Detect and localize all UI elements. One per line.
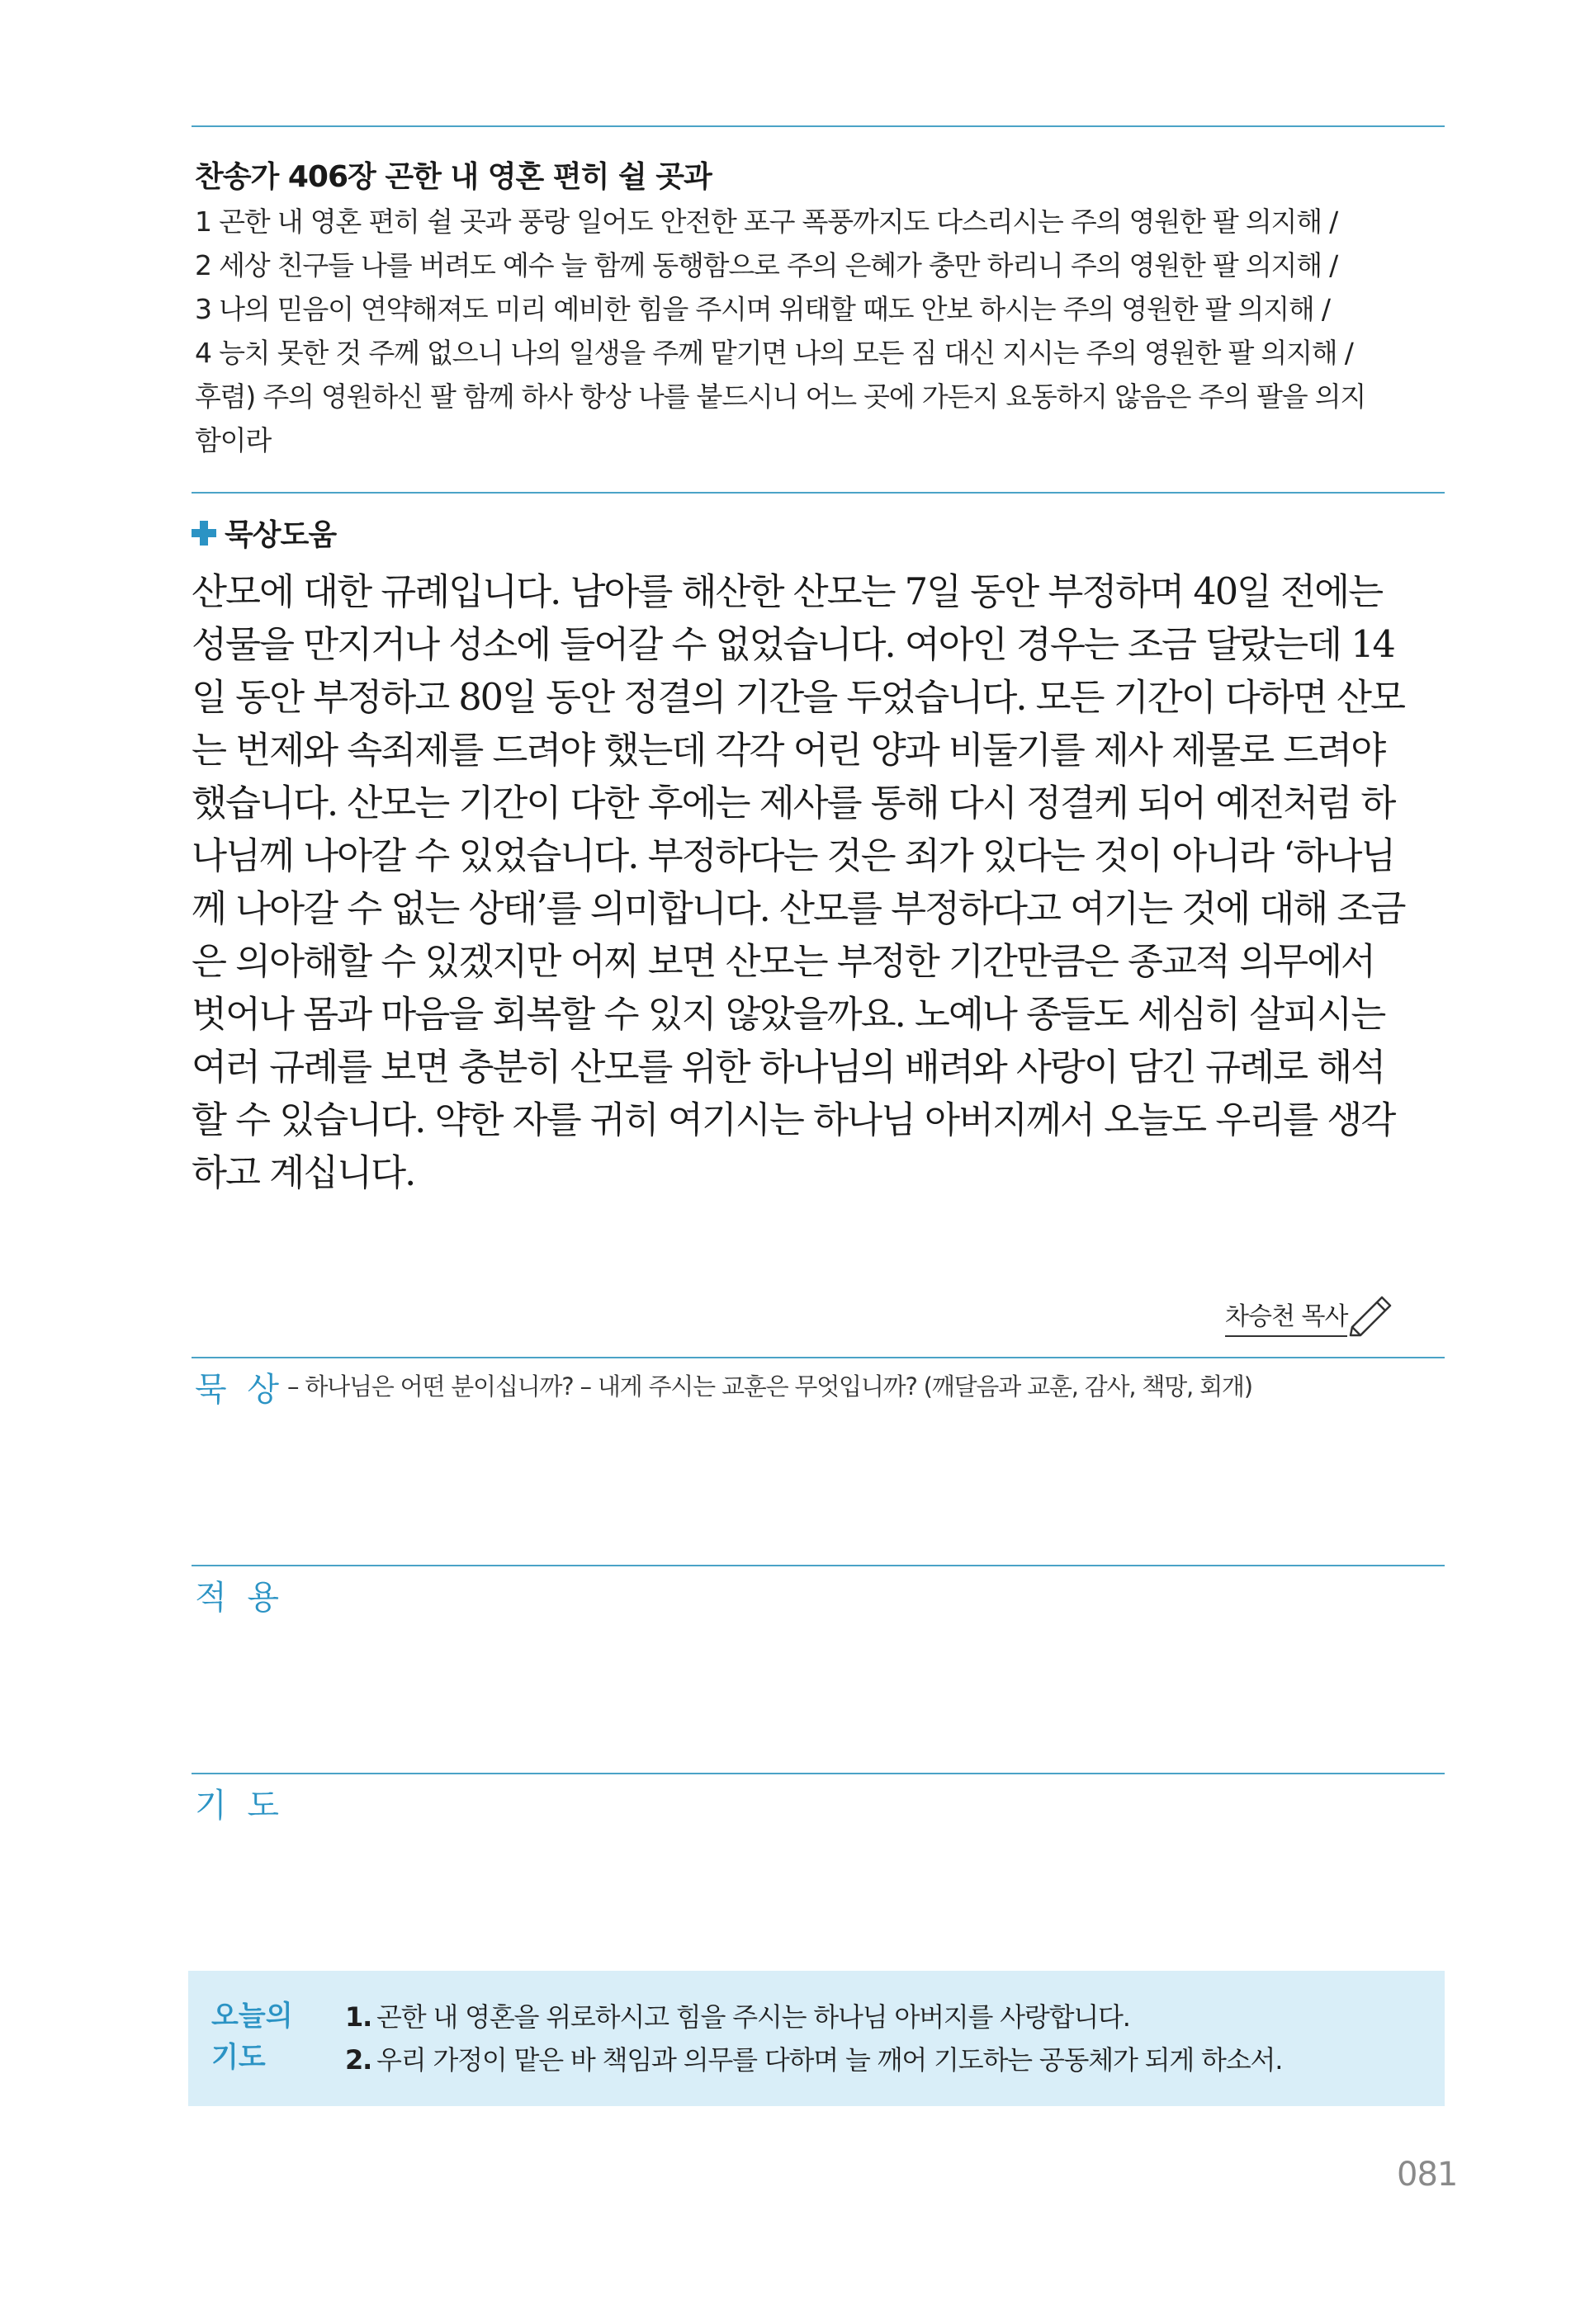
hymn-line: 4 능치 못한 것 주께 없으니 나의 일생을 주께 맡기면 나의 모든 짐 대신 지시는 주의 영원한 팔 의지해 / <box>195 337 1353 369</box>
prayer-item-text: 곤한 내 영혼을 위로하시고 힘을 주시는 하나님 아버지를 사랑합니다. <box>376 2001 1130 2033</box>
meditation-title: 묵상도움 <box>225 518 337 552</box>
prayer-label: 기 도 <box>195 1787 284 1825</box>
prayer-item-number: 1. <box>345 2001 372 2033</box>
hymn-line: 3 나의 믿음이 연약해져도 미리 예비한 힘을 주시며 위태할 때도 안보 하시는 주의 영원한 팔 의지해 / <box>195 293 1330 325</box>
meditation-line: 성물을 만지거나 성소에 들어갈 수 없었습니다. 여아인 경우는 조금 달랐는데 14 <box>192 624 1394 666</box>
hymn-bottom-rule <box>192 492 1445 494</box>
meditation-line: 했습니다. 산모는 기간이 다한 후에는 제사를 통해 다시 정결케 되어 예전처럼 하 <box>192 782 1395 824</box>
meditation-line: 일 동안 부정하고 80일 동안 정결의 기간을 두었습니다. 모든 기간이 다하면 산모 <box>192 677 1404 719</box>
meditation-line: 여러 규례를 보면 충분히 산모를 위한 하나님의 배려와 사랑이 담긴 규례로 해석 <box>192 1046 1385 1089</box>
today-prayer-list <box>345 1996 1282 2081</box>
hymn-line: 함이라 <box>195 424 272 456</box>
top-rule <box>192 125 1445 127</box>
meditation-heading <box>192 512 336 554</box>
prayer-item-text: 우리 가정이 맡은 바 책임과 의무를 다하며 늘 깨어 기도하는 공동체가 되게 하소서. <box>376 2044 1283 2076</box>
meditation-line: 께 나아갈 수 없는 상태’를 의미합니다. 산모를 부정하다고 여기는 것에 대해 조금 <box>192 888 1405 930</box>
prayer-item-number: 2. <box>345 2044 372 2076</box>
application-label: 적 용 <box>195 1579 284 1617</box>
hymn-line: 1 곤한 내 영혼 편히 쉴 곳과 풍랑 일어도 안전한 포구 폭풍까지도 다스리시는 주의 영원한 팔 의지해 / <box>195 205 1338 238</box>
today-prayer-label-line1: 오늘의 <box>211 2000 293 2033</box>
reflection-questions: – 하나님은 어떤 분이십니까? – 내게 주시는 교훈은 무엇입니까? (깨달음과 교훈, 감사, 책망, 회개) <box>287 1372 1252 1401</box>
today-prayer-label-line2: 기도 <box>211 2041 266 2074</box>
meditation-body <box>192 566 1446 1200</box>
page-number: 081 <box>1397 2156 1458 2194</box>
reflection-label: 묵 상 <box>195 1371 284 1409</box>
prayer-rule <box>192 1773 1445 1774</box>
hymn-title: 찬송가 406장 곤한 내 영혼 편히 쉴 곳과 <box>195 160 712 194</box>
author-name: 차승천 목사 <box>1225 1296 1347 1337</box>
meditation-line: 하고 계십니다. <box>192 1152 415 1194</box>
hymn-lyrics <box>195 200 1445 462</box>
hymn-line: 2 세상 친구들 나를 버려도 예수 늘 함께 동행함으로 주의 은혜가 충만 하리니 주의 영원한 팔 의지해 / <box>195 249 1338 281</box>
pencil-icon <box>1344 1287 1397 1337</box>
plus-icon <box>192 521 216 546</box>
application-rule <box>192 1565 1445 1566</box>
prayer-item <box>345 2038 1282 2081</box>
today-prayer-label <box>211 1996 293 2078</box>
meditation-line: 은 의아해할 수 있겠지만 어찌 보면 산모는 부정한 기간만큼은 종교적 의무에서 <box>192 941 1375 983</box>
author-signature <box>1225 1287 1397 1337</box>
reflection-rule <box>192 1357 1445 1358</box>
today-prayer-box <box>188 1971 1445 2106</box>
hymn-line: 후렴) 주의 영원하신 팔 함께 하사 항상 나를 붙드시니 어느 곳에 가든지 요동하지 않음은 주의 팔을 의지 <box>195 380 1366 413</box>
meditation-line: 는 번제와 속죄제를 드려야 했는데 각각 어린 양과 비둘기를 제사 제물로 드려야 <box>192 730 1385 772</box>
meditation-line: 나님께 나아갈 수 있었습니다. 부정하다는 것은 죄가 있다는 것이 아니라 ‘하나님 <box>192 835 1395 877</box>
meditation-line: 벗어나 몸과 마음을 회복할 수 있지 않았을까요. 노예나 종들도 세심히 살피시는 <box>192 994 1385 1036</box>
meditation-line: 산모에 대한 규례입니다. 남아를 해산한 산모는 7일 동안 부정하며 40일 전에는 <box>192 571 1383 613</box>
meditation-line: 할 수 있습니다. 약한 자를 귀히 여기시는 하나님 아버지께서 오늘도 우리를 생각 <box>192 1099 1395 1141</box>
prayer-item <box>345 1996 1282 2038</box>
